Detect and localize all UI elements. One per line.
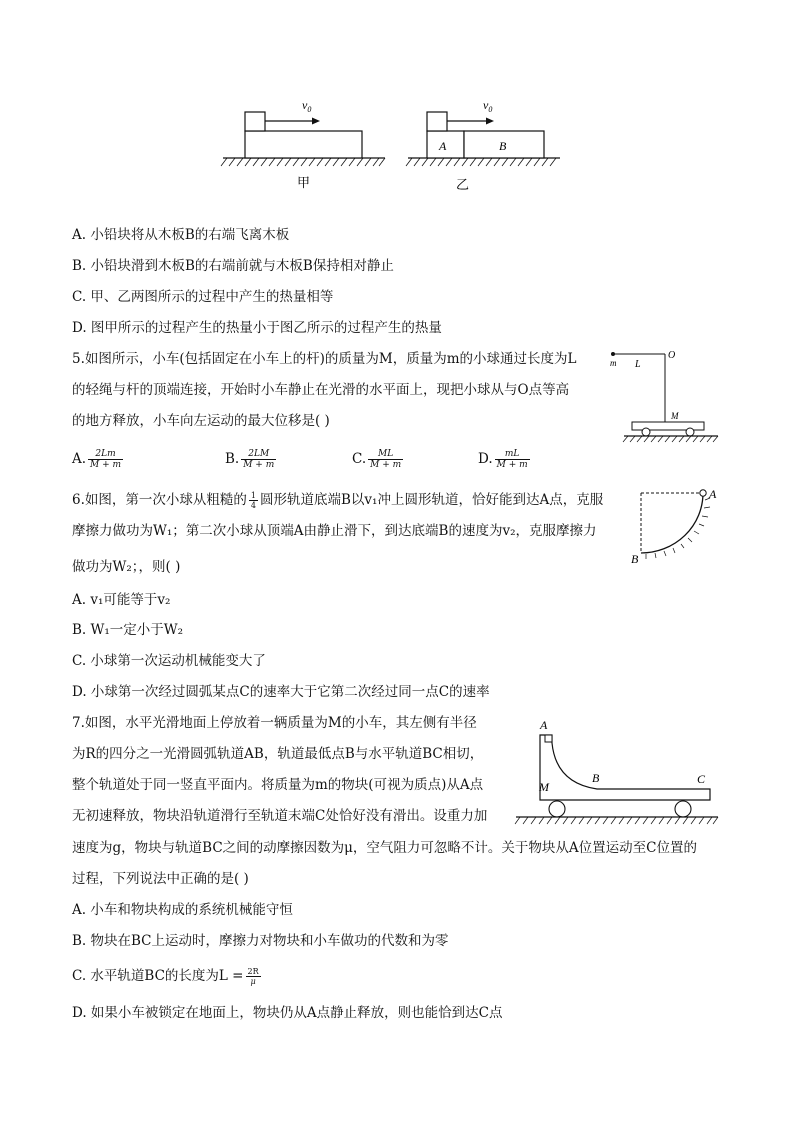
figure-jia: [221, 98, 385, 190]
board-jia: [245, 131, 362, 158]
q6-option-a: A. v₁可能等于v₂: [72, 592, 171, 608]
figure-jia-yi: [215, 92, 565, 197]
q7-option-d: D. 如果小车被锁定在地面上，物块仍从A点静止释放，则也能恰到达C点: [72, 1005, 503, 1021]
label-B: B: [631, 552, 639, 566]
label-M: M: [671, 411, 679, 421]
figure-yi: [406, 98, 560, 192]
label-C: C: [697, 772, 706, 786]
q7-stem-line6: 过程，下列说法中正确的是( ): [72, 871, 249, 887]
label-L: L: [635, 359, 641, 370]
q7-stem-line4: 无初速释放，物块沿轨道滑行至轨道末端C处恰好没有滑出。设重力加: [72, 808, 488, 824]
label-O: O: [668, 350, 676, 361]
label-m: m: [610, 358, 617, 368]
figure-q7-cart: [512, 713, 722, 831]
q4-option-d: D. 图甲所示的过程产生的热量小于图乙所示的过程产生的热量: [72, 320, 442, 336]
v0-label-jia: v: [302, 98, 308, 112]
arc-track: [641, 493, 703, 553]
label-A: A: [540, 718, 548, 732]
figure-q5-cart: [602, 340, 727, 445]
label-B: B: [592, 771, 600, 785]
q6-stem-line2: 摩擦力做功为W₁；第二次小球从顶端A由静止滑下，到达底端B的速度为v₂，克服摩擦力: [72, 523, 597, 539]
q5-option-d: D. $\frac{mL}{M + m}$: [478, 449, 528, 470]
q7-option-b: B. 物块在BC上运动时，摩擦力对物块和小车做功的代数和为零: [72, 933, 449, 949]
caption-jia: 甲: [297, 175, 311, 190]
q7-stem-line5: 速度为g，物块与轨道BC之间的动摩擦因数为μ，空气阻力可忽略不计。关于物块从A位置运动至C位置的: [72, 840, 697, 856]
block-jia: [245, 112, 265, 131]
svg-text:v0: $v_0$: [302, 98, 312, 114]
label-B: B: [499, 139, 507, 153]
q5-option-c: C. $\frac{ML}{M + m}$: [352, 449, 402, 470]
q6-option-d: D. 小球第一次经过圆弧某点C的速率大于它第二次经过同一点C的速率: [72, 684, 490, 700]
block-yi: [427, 112, 447, 131]
q6-stem-line3: 做功为W₂；，则( ): [72, 559, 181, 575]
q4-option-b: B. 小铅块滑到木板B的右端前就与木板B保持相对静止: [72, 258, 394, 274]
cart-body: [540, 735, 710, 800]
label-A: A: [439, 139, 447, 153]
svg-text:v0: $v_0$: [483, 98, 493, 114]
ball-at-A: [700, 490, 706, 496]
v0-label-yi: v: [483, 98, 489, 112]
q5-stem-line1: 5.如图所示，小车(包括固定在小车上的杆)的质量为M，质量为m的小球通过长度为L: [72, 351, 577, 367]
label-A: A: [709, 487, 717, 501]
q4-option-c: C. 甲、乙两图所示的过程中产生的热量相等: [72, 289, 334, 305]
q7-option-c: C. 水平轨道BC的长度为L = $\frac{2R}{\mu}$: [72, 967, 259, 986]
label-M: M: [539, 780, 549, 794]
q4-option-a: A. 小铅块将从木板B的右端飞离木板: [72, 227, 290, 243]
figure-q6-track: [628, 483, 728, 568]
q6-option-c: C. 小球第一次运动机械能变大了: [72, 653, 266, 669]
q7-stem-line3: 整个轨道处于同一竖直平面内。将质量为m的物块(可视为质点)从A点: [72, 777, 484, 793]
q7-stem-line2: 为R的四分之一光滑圆弧轨道AB，轨道最低点B与水平轨道BC相切，: [72, 746, 484, 762]
cart: [632, 422, 704, 430]
caption-yi: 乙: [456, 177, 470, 192]
q5-stem-line3: 的地方释放，小车向左运动的最大位移是( ): [72, 413, 330, 429]
q7-option-a: A. 小车和物块构成的系统机械能守恒: [72, 902, 293, 918]
q6-option-b: B. W₁一定小于W₂: [72, 622, 184, 638]
q5-option-b: B. $\frac{2LM}{M + m}$: [225, 449, 275, 470]
q7-stem-line1: 7.如图，水平光滑地面上停放着一辆质量为M的小车，其左侧有半径: [72, 715, 477, 731]
q5-option-a: A. $\frac{2Lm}{M + m}$: [72, 449, 122, 470]
q5-stem-line2: 的轻绳与杆的顶端连接，开始时小车静止在光滑的水平面上，现把小球从与O点等高: [72, 382, 570, 398]
q6-stem-line1: 6.如图，第一次小球从粗糙的 $\frac{1}{4}$ 圆形轨道底端B以v₁冲上圆形轨道，恰好能到达A点，克服: [72, 491, 604, 510]
